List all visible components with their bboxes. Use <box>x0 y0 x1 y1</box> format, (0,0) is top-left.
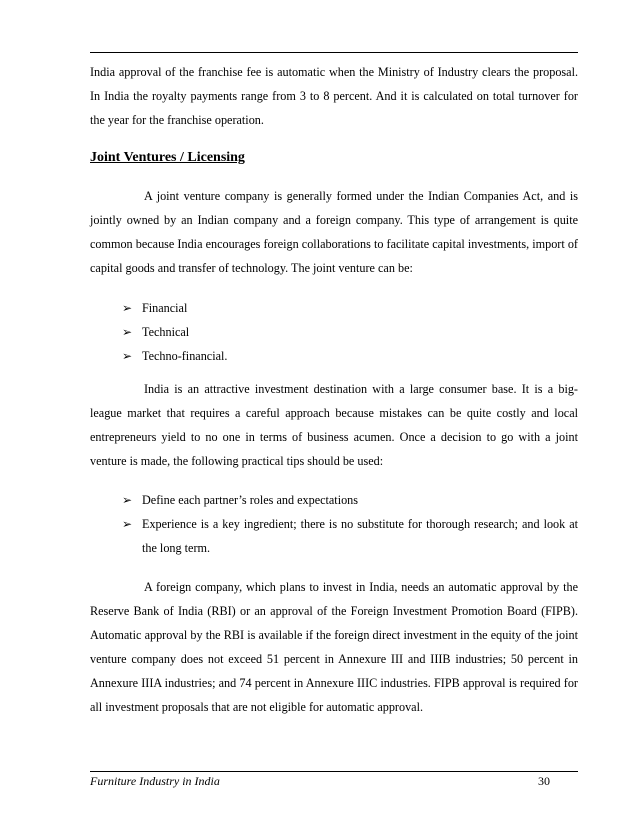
list-item: ➢ Financial <box>122 296 578 320</box>
section-heading: Joint Ventures / Licensing <box>90 150 245 165</box>
list-item: ➢ Experience is a key ingredient; there is no substitute for thorough research; and look at the long term. <box>122 512 578 560</box>
arrow-bullet-icon: ➢ <box>122 301 133 315</box>
paragraph-joint-venture-intro: A joint venture company is generally formed under the Indian Companies Act, and is jointly owned by an Indian company and a foreign company. This type of arrangement is quite common because India encourages foreign collaborations to facilitate capital investments, import of capital goods and transfer of technology. The joint venture can be: <box>90 189 578 275</box>
arrow-bullet-icon: ➢ <box>122 517 133 531</box>
header-rule <box>90 52 578 53</box>
list-item: ➢ Techno-financial. <box>122 344 578 368</box>
list-item: ➢ Technical <box>122 320 578 344</box>
joint-venture-types-list <box>122 296 578 368</box>
paragraph-franchise-fee: India approval of the franchise fee is automatic when the Ministry of Industry clears the proposal. In India the royalty payments range from 3 to 8 percent. And it is calculated on total turnover for the year for the franchise operation. <box>90 65 578 127</box>
arrow-bullet-icon: ➢ <box>122 325 133 339</box>
arrow-bullet-icon: ➢ <box>122 349 133 363</box>
list-item: ➢ Define each partner’s roles and expectations <box>122 488 578 512</box>
footer-rule <box>90 771 578 772</box>
page-number: 30 <box>538 774 550 788</box>
paragraph-foreign-approval: A foreign company, which plans to invest in India, needs an automatic approval by the Reserve Bank of India (RBI) or an approval of the Foreign Investment Promotion Board (FIPB). Automatic approval by the RBI is available if the foreign direct investment in the equity of the joint venture company does not exceed 51 percent in Annexure III and IIIB industries; 50 percent in Annexure IIIA industries; and 74 percent in Annexure IIIC industries. FIPB approval is required for all investment proposals that are not eligible for automatic approval. <box>90 580 578 714</box>
arrow-bullet-icon: ➢ <box>122 493 133 507</box>
footer-title: Furniture Industry in India <box>90 774 220 788</box>
paragraph-investment-destination: India is an attractive investment destination with a large consumer base. It is a big-league market that requires a careful approach because mistakes can be quite costly and local entrepreneurs yield to no one in terms of business acumen. Once a decision to go with a joint venture is made, the following practical tips should be used: <box>90 382 578 468</box>
practical-tips-list <box>122 488 578 560</box>
